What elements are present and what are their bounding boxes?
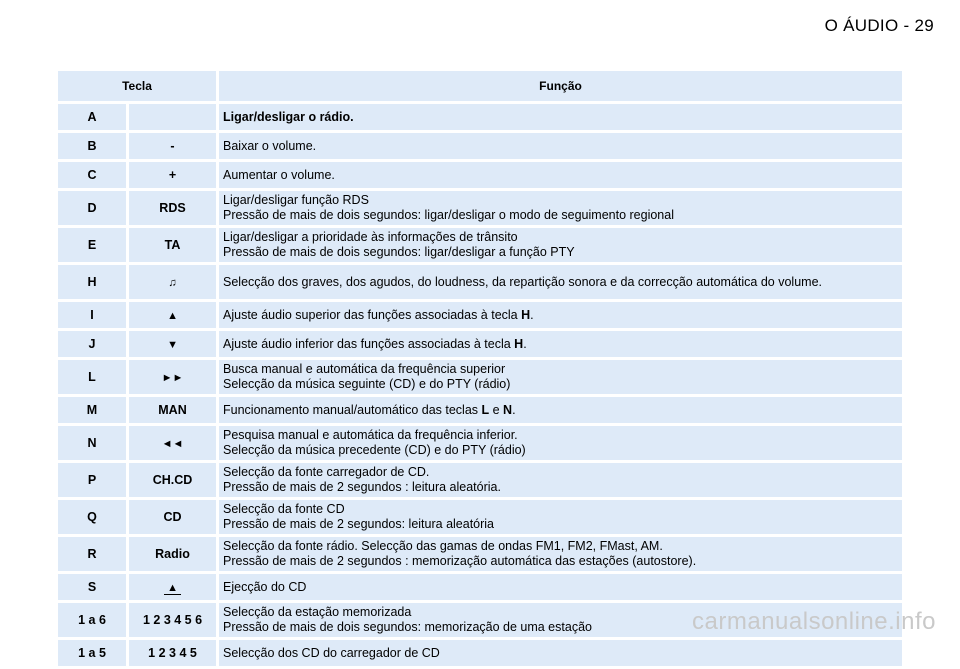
table-row: [58, 162, 902, 188]
function-cell: Aumentar o volume.: [216, 162, 902, 188]
key-cell: M: [58, 397, 126, 423]
function-line: Pressão de mais de dois segundos: memorização de uma estação: [223, 620, 592, 634]
function-cell: Selecção dos CD do carregador de CD: [216, 640, 902, 666]
function-line: Selecção da música precedente (CD) e do PTY (rádio): [223, 443, 526, 457]
watermark: carmanualsonline.info: [692, 608, 936, 635]
fast-forward-icon: ►►: [161, 372, 184, 384]
key-reference: L: [481, 402, 490, 417]
function-cell: [216, 360, 902, 394]
symbol-cell: MAN: [126, 397, 216, 423]
key-cell: R: [58, 537, 126, 571]
function-text: e: [489, 402, 504, 417]
table-row: [58, 500, 902, 534]
down-arrow-icon: ▼: [167, 339, 178, 351]
function-cell: [216, 537, 902, 571]
table-row: [58, 331, 902, 357]
function-line: Selecção da fonte rádio. Selecção das gamas de ondas FM1, FM2, FMast, AM.: [223, 539, 663, 553]
key-cell: I: [58, 302, 126, 328]
function-line: Pressão de mais de 2 segundos : memorização automática das estações (autostore).: [223, 554, 697, 568]
symbol-cell: 1 2 3 4 5: [126, 640, 216, 666]
symbol-cell: [126, 574, 216, 600]
table-row: [58, 574, 902, 600]
function-cell: Baixar o volume.: [216, 133, 902, 159]
symbol-cell: [126, 331, 216, 357]
symbol-cell: RDS: [126, 191, 216, 225]
table-row: [58, 302, 902, 328]
symbol-cell: [126, 104, 216, 130]
symbol-cell: [126, 360, 216, 394]
symbol-cell: [126, 426, 216, 460]
symbol-cell: 1 2 3 4 5 6: [126, 603, 216, 637]
function-line: Pressão de mais de dois segundos: ligar/desligar o modo de seguimento regional: [223, 208, 674, 222]
function-text: .: [530, 307, 534, 322]
function-line: Busca manual e automática da frequência superior: [223, 362, 506, 376]
function-text: .: [523, 336, 527, 351]
symbol-cell: TA: [126, 228, 216, 262]
page-header: O ÁUDIO - 29: [824, 16, 934, 35]
table-row: [58, 360, 902, 394]
header-key: Tecla: [58, 71, 216, 101]
function-line: Pressão de mais de dois segundos: ligar/desligar a função PTY: [223, 245, 575, 259]
function-cell: Ejecção do CD: [216, 574, 902, 600]
function-cell: [216, 302, 902, 328]
function-cell: [216, 331, 902, 357]
key-cell: 1 a 5: [58, 640, 126, 666]
symbol-cell: [126, 265, 216, 299]
key-reference: H: [521, 307, 531, 322]
function-cell: [216, 463, 902, 497]
key-cell: B: [58, 133, 126, 159]
music-note-icon: ♫: [168, 277, 177, 289]
function-cell: [216, 191, 902, 225]
function-line: Pressão de mais de 2 segundos : leitura aleatória.: [223, 480, 501, 494]
table-row: [58, 228, 902, 262]
function-cell: [216, 228, 902, 262]
function-cell: Ligar/desligar o rádio.: [216, 104, 902, 130]
key-cell: J: [58, 331, 126, 357]
rewind-icon: ◄◄: [161, 438, 184, 450]
key-cell: L: [58, 360, 126, 394]
table-row: [58, 463, 902, 497]
symbol-cell: -: [126, 133, 216, 159]
key-function-table: [58, 68, 902, 669]
key-cell: H: [58, 265, 126, 299]
table-row: [58, 397, 902, 423]
eject-icon: ▲: [164, 583, 181, 595]
symbol-cell: CH.CD: [126, 463, 216, 497]
function-line: Selecção da fonte carregador de CD.: [223, 465, 430, 479]
key-cell: Q: [58, 500, 126, 534]
key-cell: C: [58, 162, 126, 188]
function-line: Ligar/desligar a prioridade às informações de trânsito: [223, 230, 518, 244]
table-row: [58, 640, 902, 666]
key-cell: S: [58, 574, 126, 600]
table-row: [58, 191, 902, 225]
function-text: Ajuste áudio superior das funções associadas à tecla: [223, 307, 522, 322]
key-cell: E: [58, 228, 126, 262]
table-row: [58, 265, 902, 299]
table-header-row: [58, 71, 902, 101]
function-line: Selecção da estação memorizada: [223, 605, 412, 619]
function-cell: [216, 397, 902, 423]
table-row: [58, 537, 902, 571]
key-cell: 1 a 6: [58, 603, 126, 637]
function-cell: [216, 500, 902, 534]
table-row: [58, 104, 902, 130]
table-row: [58, 426, 902, 460]
key-reference: N: [503, 402, 513, 417]
key-reference: H: [514, 336, 524, 351]
key-cell: A: [58, 104, 126, 130]
table-row: [58, 133, 902, 159]
symbol-cell: [126, 302, 216, 328]
symbol-cell: CD: [126, 500, 216, 534]
function-cell: [216, 426, 902, 460]
function-text: .: [512, 402, 516, 417]
key-cell: D: [58, 191, 126, 225]
function-line: Selecção da música seguinte (CD) e do PTY (rádio): [223, 377, 511, 391]
function-line: Ligar/desligar função RDS: [223, 193, 369, 207]
header-function: Função: [216, 71, 902, 101]
up-arrow-icon: ▲: [167, 310, 178, 322]
key-cell: N: [58, 426, 126, 460]
function-line: Pressão de mais de 2 segundos: leitura aleatória: [223, 517, 495, 531]
function-text: Funcionamento manual/automático das teclas: [223, 402, 482, 417]
function-cell: Selecção dos graves, dos agudos, do loudness, da repartição sonora e da correcção automática do volume.: [216, 265, 902, 299]
function-line: Pesquisa manual e automática da frequência inferior.: [223, 428, 518, 442]
function-text: Ajuste áudio inferior das funções associadas à tecla: [223, 336, 515, 351]
function-line: Selecção da fonte CD: [223, 502, 345, 516]
symbol-cell: Radio: [126, 537, 216, 571]
key-cell: P: [58, 463, 126, 497]
symbol-cell: +: [126, 162, 216, 188]
